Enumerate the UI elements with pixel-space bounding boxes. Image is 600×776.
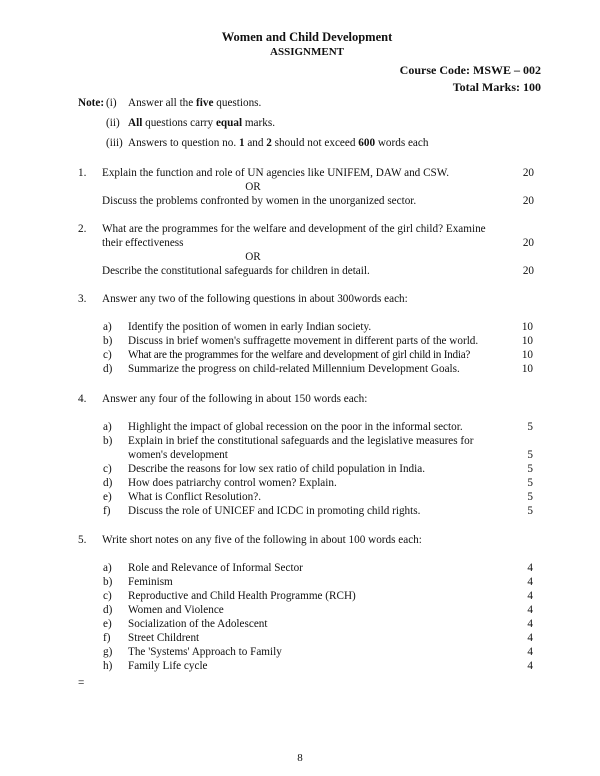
sub-marks: 4 bbox=[527, 632, 533, 644]
question-row bbox=[78, 292, 534, 306]
sub-letter: f) bbox=[103, 632, 111, 644]
note-text-part: questions. bbox=[213, 97, 262, 109]
question-row bbox=[78, 222, 534, 236]
sub-letter: f) bbox=[103, 505, 111, 517]
sub-text: What are the programmes for the welfare and development of girl child in India? bbox=[128, 349, 471, 361]
question-indent bbox=[78, 264, 102, 278]
sub-text: Street Childrent bbox=[128, 632, 200, 644]
sub-text: Women and Violence bbox=[128, 604, 224, 616]
sub-marks: 4 bbox=[527, 604, 533, 616]
question-number: 4. bbox=[78, 393, 87, 405]
sub-text: Reproductive and Child Health Programme (RCH) bbox=[128, 590, 356, 602]
or-separator: OR bbox=[245, 251, 261, 263]
sub-marks: 5 bbox=[527, 505, 533, 517]
question-number: 1. bbox=[78, 167, 87, 179]
sub-marks: 5 bbox=[527, 477, 533, 489]
sub-letter: c) bbox=[103, 349, 112, 361]
question-marks: 20 bbox=[522, 195, 534, 207]
note-text-part: and bbox=[244, 137, 267, 149]
sub-marks: 4 bbox=[527, 646, 533, 658]
sub-marks: 4 bbox=[527, 576, 533, 588]
question-text: Discuss the problems confronted by women in the unorganized sector. bbox=[102, 195, 417, 207]
note-text bbox=[128, 96, 261, 110]
sub-letter: b) bbox=[103, 435, 113, 447]
sub-marks: 4 bbox=[527, 590, 533, 602]
sub-letter: e) bbox=[103, 618, 112, 630]
note-section bbox=[78, 96, 548, 156]
sub-letter: d) bbox=[103, 604, 113, 616]
question-text: What are the programmes for the welfare and development of the girl child? Examine bbox=[102, 223, 486, 235]
sub-letter: b) bbox=[103, 335, 113, 347]
sub-marks: 10 bbox=[521, 321, 533, 333]
sub-letter: c) bbox=[103, 463, 112, 475]
sub-text: Discuss the role of UNICEF and ICDC in promoting child rights. bbox=[128, 505, 421, 517]
note-text-part: words each bbox=[375, 137, 429, 149]
question-row bbox=[78, 194, 534, 208]
sub-text: Describe the reasons for low sex ratio of child population in India. bbox=[128, 463, 426, 475]
sub-text: Family Life cycle bbox=[128, 660, 208, 672]
note-num: (i) bbox=[106, 97, 117, 109]
note-text-bold: 2 bbox=[266, 137, 272, 149]
question-number: 5. bbox=[78, 534, 87, 546]
sub-marks: 4 bbox=[527, 562, 533, 574]
sub-text: Socialization of the Adolescent bbox=[128, 618, 268, 630]
note-line-2 bbox=[78, 116, 548, 136]
note-text-part: Answers to question no. bbox=[128, 137, 239, 149]
note-text-bold: 600 bbox=[358, 137, 376, 149]
sub-text: women's development bbox=[128, 449, 228, 461]
sub-text: How does patriarchy control women? Explain. bbox=[128, 477, 337, 489]
sub-marks: 5 bbox=[527, 421, 533, 433]
sub-marks: 10 bbox=[521, 335, 533, 347]
sub-letter: d) bbox=[103, 477, 113, 489]
note-text-bold: five bbox=[196, 97, 214, 109]
question-marks: 20 bbox=[522, 265, 534, 277]
note-line-3 bbox=[78, 136, 548, 156]
sub-text: Explain in brief the constitutional safeguards and the legislative measures for bbox=[128, 435, 474, 447]
sub-text: Highlight the impact of global recession on the poor in the informal sector. bbox=[128, 421, 463, 433]
question-marks: 20 bbox=[522, 167, 534, 179]
page-number: 8 bbox=[297, 752, 303, 764]
question-text: Describe the constitutional safeguards for children in detail. bbox=[102, 265, 370, 277]
question-marks: 20 bbox=[522, 237, 534, 249]
note-text-part: marks. bbox=[242, 117, 275, 129]
sub-letter: g) bbox=[103, 646, 113, 658]
note-line-1 bbox=[78, 96, 548, 116]
note-text bbox=[128, 116, 275, 130]
end-mark: = bbox=[78, 677, 85, 689]
question-row bbox=[78, 392, 534, 406]
sub-marks: 10 bbox=[521, 349, 533, 361]
question-row bbox=[78, 264, 534, 278]
sub-text: Identify the position of women in early Indian society. bbox=[128, 321, 372, 333]
question-row bbox=[78, 533, 534, 547]
sub-marks: 4 bbox=[527, 618, 533, 630]
question-text: Write short notes on any five of the following in about 100 words each: bbox=[102, 534, 422, 546]
sub-letter: a) bbox=[103, 421, 112, 433]
question-text: Answer any four of the following in about 150 words each: bbox=[102, 393, 368, 405]
note-text bbox=[128, 136, 428, 150]
sub-text: What is Conflict Resolution?. bbox=[128, 491, 261, 503]
question-row bbox=[78, 236, 534, 250]
sub-marks: 5 bbox=[527, 449, 533, 461]
question-number: 2. bbox=[78, 223, 87, 235]
question-indent bbox=[78, 236, 102, 250]
sub-text: The 'Systems' Approach to Family bbox=[128, 646, 282, 658]
sub-letter: a) bbox=[103, 321, 112, 333]
sub-text: Summarize the progress on child-related Millennium Development Goals. bbox=[128, 363, 460, 375]
note-text-part: Answer all the bbox=[128, 97, 197, 109]
sub-marks: 10 bbox=[521, 363, 533, 375]
note-text-bold: equal bbox=[215, 117, 243, 129]
sub-letter: d) bbox=[103, 363, 113, 375]
question-row bbox=[78, 166, 534, 180]
sub-letter: a) bbox=[103, 562, 112, 574]
question-text: their effectiveness bbox=[102, 237, 184, 249]
sub-letter: h) bbox=[103, 660, 113, 672]
or-separator: OR bbox=[245, 181, 261, 193]
total-marks: Total Marks: 100 bbox=[452, 80, 541, 94]
sub-text: Role and Relevance of Informal Sector bbox=[128, 562, 303, 574]
sub-marks: 5 bbox=[527, 463, 533, 475]
sub-letter: e) bbox=[103, 491, 112, 503]
sub-letter: b) bbox=[103, 576, 113, 588]
document-subtitle: ASSIGNMENT bbox=[270, 46, 344, 58]
note-text-bold: 1 bbox=[238, 137, 245, 149]
question-number: 3. bbox=[78, 293, 87, 305]
question-text: Explain the function and role of UN agencies like UNIFEM, DAW and CSW. bbox=[102, 167, 450, 179]
sub-marks: 4 bbox=[527, 660, 533, 672]
sub-letter: c) bbox=[103, 590, 112, 602]
course-code: Course Code: MSWE – 002 bbox=[399, 63, 541, 77]
question-indent bbox=[78, 194, 102, 208]
note-text-part: questions carry bbox=[142, 117, 216, 129]
sub-text: Discuss in brief women's suffragette movement in different parts of the world. bbox=[128, 335, 479, 347]
document-title: Women and Child Development bbox=[221, 30, 393, 44]
sub-text: Feminism bbox=[128, 576, 173, 588]
note-label: Note: bbox=[78, 97, 105, 109]
note-num: (ii) bbox=[106, 117, 120, 129]
note-text-part: should not exceed bbox=[271, 137, 359, 149]
question-text: Answer any two of the following questions in about 300words each: bbox=[102, 293, 408, 305]
note-num: (iii) bbox=[106, 137, 123, 149]
note-text-bold: All bbox=[128, 117, 143, 129]
sub-marks: 5 bbox=[527, 491, 533, 503]
